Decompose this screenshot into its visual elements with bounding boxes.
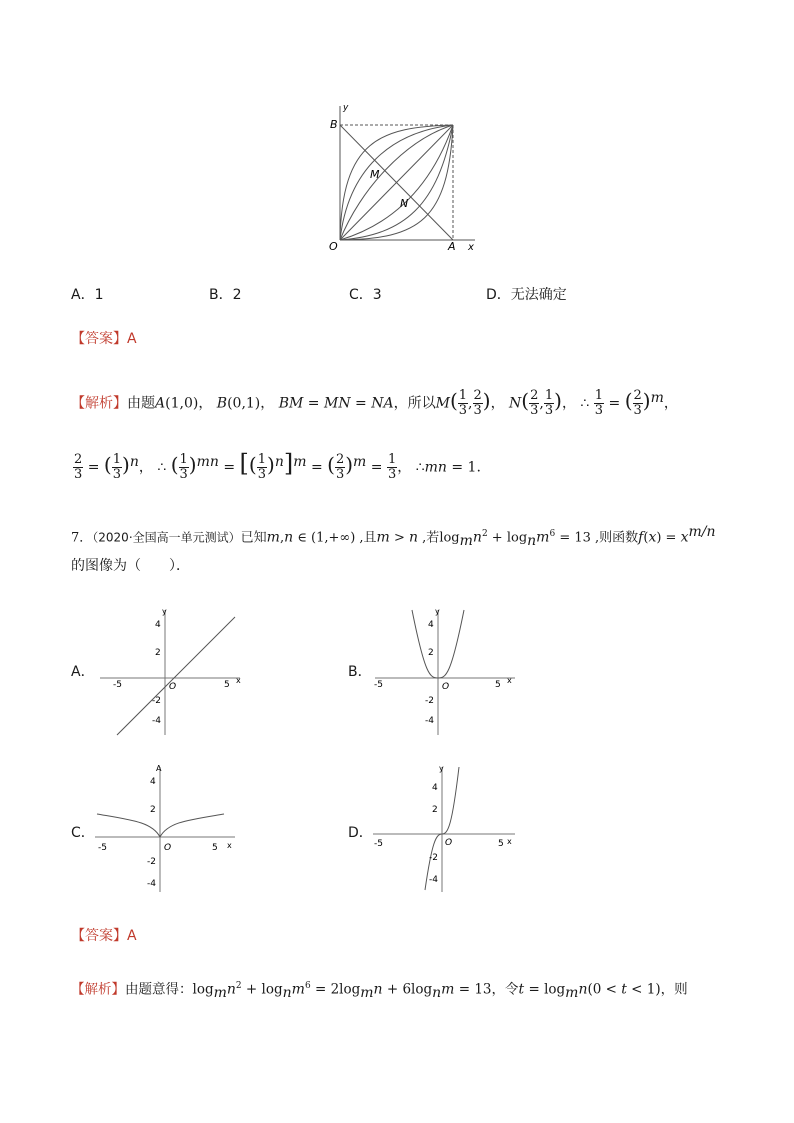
svg-text:-2: -2	[429, 853, 438, 863]
svg-text:-4: -4	[425, 716, 434, 726]
svg-text:-5: -5	[374, 839, 383, 849]
svg-text:4: 4	[155, 620, 161, 630]
answer-value: A	[127, 331, 137, 347]
svg-text:2: 2	[428, 648, 434, 658]
svg-text:x: x	[507, 676, 512, 685]
svg-text:x: x	[227, 841, 232, 850]
svg-text:y: y	[435, 607, 440, 616]
graph-b	[370, 605, 520, 740]
svg-text:2: 2	[432, 805, 438, 815]
svg-text:x: x	[507, 837, 512, 846]
svg-text:O: O	[169, 682, 177, 692]
svg-text:-4: -4	[152, 716, 161, 726]
svg-text:4: 4	[150, 777, 156, 787]
answer-tag: 【答案】	[71, 331, 127, 347]
graph-c	[92, 762, 242, 897]
option-c: C．3	[349, 287, 382, 303]
svg-text:O: O	[445, 838, 453, 848]
svg-text:5: 5	[212, 843, 218, 853]
q7-stem-line1: 7．（2020·全国高一单元测试）已知m,n ∈ (1,+∞) ,且m > n ,若$\log_mn^2 + \log_nm^6 = 13$ ,则函数$f(x) = x^{m/n}$	[71, 524, 716, 549]
svg-text:2: 2	[155, 648, 161, 658]
option-d: D．无法确定	[486, 287, 567, 303]
svg-text:x: x	[236, 676, 241, 685]
q6-analysis-line2: $\frac{2}{3}$ = ( $\frac{1}{3}$ )$^n$， ∴ ( $\frac{1}{3}$ )$^{mn}$ = [( $\frac{1}{3}$ )$^n$]$^m$ = ( $\frac{2}{3}$ )$^m$ = $\frac{1}{3}$ ， ∴mn = 1.	[74, 449, 481, 483]
svg-text:5: 5	[498, 839, 504, 849]
label-M: M	[370, 168, 380, 181]
svg-text:-4: -4	[429, 875, 438, 885]
svg-text:y: y	[439, 764, 444, 773]
q7-answer: 【答案】A	[71, 928, 137, 944]
label-y: y	[343, 103, 349, 113]
option-b: B．2	[209, 287, 242, 303]
svg-text:O: O	[164, 843, 172, 853]
label-N: N	[400, 197, 409, 210]
svg-text:-2: -2	[425, 696, 434, 706]
q7-option-b-label: B．	[348, 664, 372, 680]
q7-analysis: 【解析】由题意得：$\log_mn^2 + \log_nm^6 = 2\log_mn + 6\log_nm = 13$，令$t = \log_mn(0 < t < 1)$，则	[71, 981, 688, 1002]
q7-option-a-label: A．	[71, 664, 95, 680]
q7-option-d-label: D．	[348, 825, 373, 841]
svg-text:4: 4	[428, 620, 434, 630]
svg-text:-4: -4	[147, 879, 156, 889]
svg-text:4: 4	[432, 783, 438, 793]
label-B: B	[330, 118, 338, 131]
label-x: x	[468, 242, 474, 252]
svg-text:-5: -5	[113, 680, 122, 690]
svg-text:A: A	[156, 764, 162, 773]
q6-answer	[71, 329, 137, 349]
q6-analysis-line1: 【解析】由题A(1,0)， B(0,1)， BM = MN = NA，所以M( $\frac{1}{3}$ , $\frac{2}{3}$ )， N( $\frac{2}{3}$ , $\frac{1}{3}$ )， ∴ $\frac{1}{3}$ = ( $\frac{2}{3}$ )$^m$，	[71, 388, 678, 419]
label-O: O	[329, 240, 338, 252]
svg-text:-5: -5	[98, 843, 107, 853]
svg-text:-2: -2	[152, 696, 161, 706]
svg-text:-2: -2	[147, 857, 156, 867]
q7-option-c-label: C．	[71, 825, 95, 841]
svg-text:5: 5	[224, 680, 230, 690]
svg-text:y: y	[162, 607, 167, 616]
q7-stem-line2: 的图像为（ ）．	[71, 558, 190, 574]
analysis-tag: 【解析】	[71, 395, 127, 412]
label-A: A	[448, 240, 456, 252]
svg-text:5: 5	[495, 680, 501, 690]
graph-d	[370, 762, 520, 897]
graph-a	[95, 605, 245, 740]
svg-text:2: 2	[150, 805, 156, 815]
option-a: A．1	[71, 287, 104, 303]
svg-text:O: O	[442, 682, 450, 692]
svg-text:-5: -5	[374, 680, 383, 690]
unit-square-figure	[320, 100, 480, 252]
